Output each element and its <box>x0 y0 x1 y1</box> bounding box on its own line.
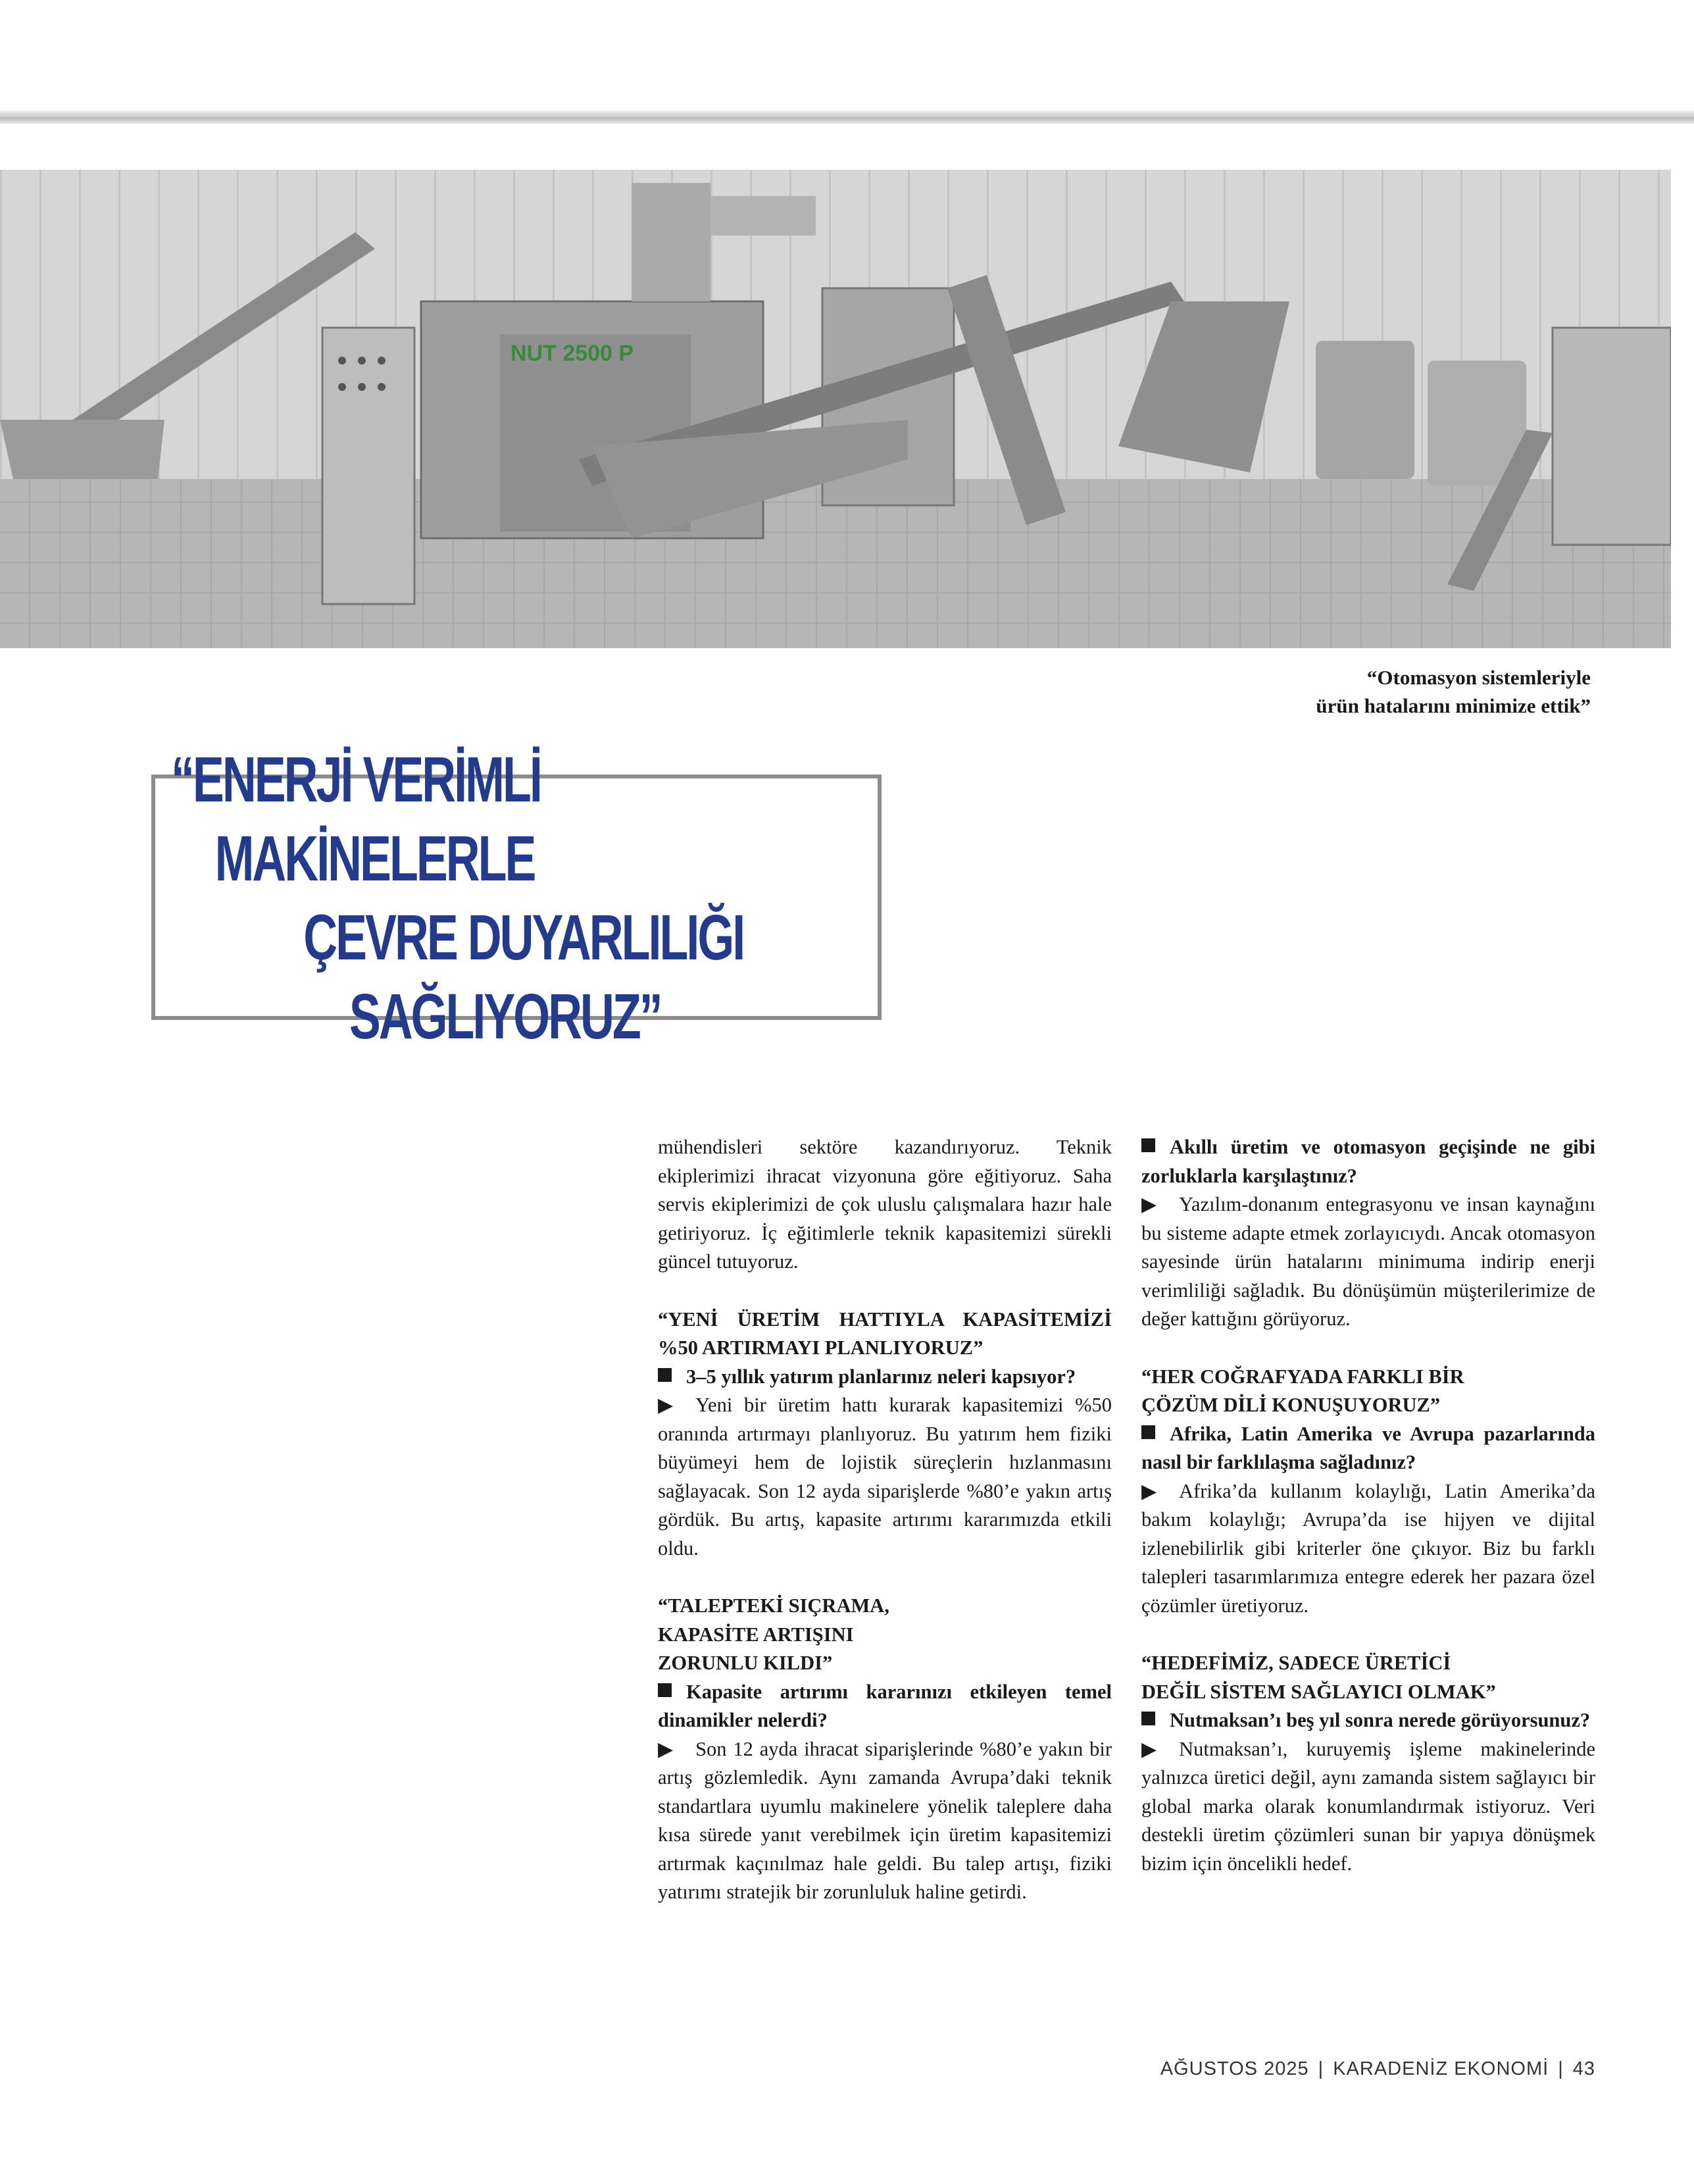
pull-quote-line-4: SAĞLIYORUZ” <box>349 980 661 1052</box>
question: Afrika, Latin Amerika ve Avrupa pazarlarında nasıl bir farklılaşma sağladınız? <box>1141 1422 1595 1473</box>
pull-quote-line-3: ÇEVRE DUYARLILIĞI <box>303 902 744 973</box>
answer: ▶ Yeni bir üretim hattı kurarak kapasitemizi %50 oranında artırmayı planlıyoruz. Bu yatırım hem fiziki büyümeyi hem de lojistik süreçlerin hızlanmasını sağlayacak. Son 12 ayda siparişlerde %80’e yakın artış gördük. Bu artış, kapasite artırımı kararımızda etkili oldu. <box>658 1391 1112 1563</box>
photo-caption <box>1130 663 1591 720</box>
magazine-name: KARADENİZ EKONOMİ <box>1333 2058 1549 2079</box>
machine-label: NUT 2500 P <box>511 341 634 366</box>
left-column <box>658 1133 1112 1907</box>
square-bullet-icon <box>658 1368 672 1382</box>
page-footer: AĞUSTOS 2025 | KARADENİZ EKONOMİ | 43 <box>1160 2058 1595 2079</box>
play-arrow-icon: ▶ <box>1141 1738 1157 1760</box>
square-bullet-icon <box>1141 1138 1155 1152</box>
play-arrow-icon: ▶ <box>658 1394 674 1416</box>
issue-date: AĞUSTOS 2025 <box>1160 2058 1309 2079</box>
answer: ▶ Son 12 ayda ihracat siparişlerinde %80’e yakın bir artış gözlemledik. Aynı zamanda Avrupa’daki teknik standartlara uyumlu makinelere yönelik taleplere daha kısa sürede yanıt verebilmek için üretim kapasitemizi artırmak kaçınılmaz hale geldi. Bu talep artışı, fiziki yatırımı stratejik bir zorunluluk haline getirdi. <box>658 1735 1112 1907</box>
play-arrow-icon: ▶ <box>658 1738 674 1760</box>
answer: ▶ Yazılım-donanım entegrasyonu ve insan kaynağını bu sisteme adapte etmek zorlayıcıydı. Ancak otomasyon sayesinde ürün hatalarını minimuma indirip enerji verimliliği sağladık. Bu dönüşümün müşterilerimize de değer kattığını görüyoruz. <box>1141 1190 1595 1334</box>
pull-quote-line-2: MAKİNELERLE <box>214 823 535 894</box>
section-heading: “HEDEFİMİZ, SADECE ÜRETİCİ DEĞİL SİSTEM SAĞLAYICI OLMAK” <box>1141 1652 1496 1703</box>
intro-paragraph: mühendisleri sektöre kazandırıyoruz. Teknik ekiplerimizi ihracat vizyonuna göre eğitiyoruz. Saha servis ekiplerimizi de çok uluslu çalışmalara hazır hale getiriyoruz. İç eğitimlerle teknik kapasitemizi sürekli güncel tutuyoruz. <box>658 1136 1112 1273</box>
page-number: 43 <box>1572 2058 1595 2079</box>
section-heading: “HER COĞRAFYADA FARKLI BİR ÇÖZÜM DİLİ KONUŞUYORUZ” <box>1141 1365 1464 1416</box>
section-heading: “YENİ ÜRETİM HATTIYLA KAPASİTEMİZİ %50 ARTIRMAYI PLANLIYORUZ” <box>658 1308 1112 1359</box>
question: Akıllı üretim ve otomasyon geçişinde ne gibi zorluklarla karşılaştınız? <box>1141 1136 1595 1187</box>
question: 3–5 yıllık yatırım planlarınız neleri kapsıyor? <box>658 1363 1112 1392</box>
caption-line-2: ürün hatalarını minimize ettik” <box>1316 694 1591 717</box>
square-bullet-icon <box>1141 1425 1155 1439</box>
factory-photo <box>0 170 1671 648</box>
question: Nutmaksan’ı beş yıl sonra nerede görüyorsunuz? <box>1141 1706 1595 1735</box>
play-arrow-icon: ▶ <box>1141 1480 1157 1502</box>
square-bullet-icon <box>658 1683 672 1697</box>
section-heading: “TALEPTEKİ SIÇRAMA, KAPASİTE ARTIŞINI ZORUNLU KILDI” <box>658 1594 889 1674</box>
caption-line-1: “Otomasyon sistemleriyle <box>1366 666 1591 689</box>
play-arrow-icon: ▶ <box>1141 1194 1157 1215</box>
square-bullet-icon <box>1141 1712 1155 1725</box>
question: Kapasite artırımı kararınızı etkileyen temel dinamikler nelerdi? <box>658 1680 1112 1731</box>
pull-quote-line-1: “ENERJİ VERİMLİ <box>171 744 541 815</box>
answer: ▶ Nutmaksan’ı, kuruyemiş işleme makinelerinde yalnızca üretici değil, aynı zamanda sistem sağlayıcı bir global marka olarak konumlandırmak istiyoruz. Veri destekli üretim çözümleri sunan bir yapıya dönüşmek bizim için öncelikli hedef. <box>1141 1735 1595 1879</box>
right-column <box>1141 1133 1595 1878</box>
top-rule <box>0 111 1694 124</box>
pull-quote <box>171 740 744 1056</box>
answer: ▶ Afrika’da kullanım kolaylığı, Latin Amerika’da bakım kolaylığı; Avrupa’da ise hijyen ve dijital izlenebilirlik gibi kriterler öne çıkıyor. Biz bu farklı talepleri tasarımlarımıza entegre ederek her pazara özel çözümler üretiyoruz. <box>1141 1477 1595 1621</box>
